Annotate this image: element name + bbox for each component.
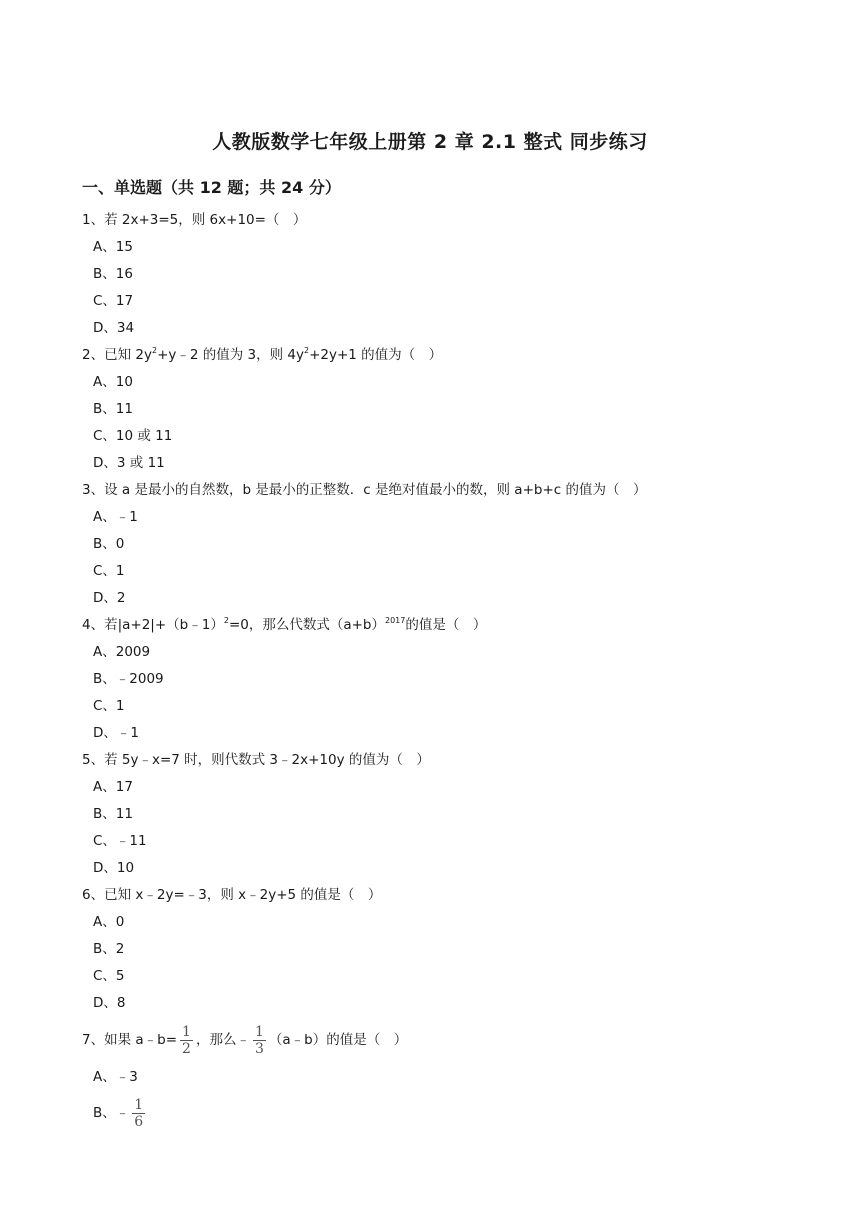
page-title: 人教版数学七年级上册第 2 章 2.1 整式 同步练习 (212, 131, 648, 153)
fraction-one-half: $\frac{1}{2}$ (182, 1023, 191, 1057)
fraction-one-sixth: $\frac{1}{6}$ (134, 1096, 144, 1130)
option-1d: D、34 (93, 320, 135, 336)
option-5c: C、﹣11 (93, 833, 147, 849)
question-5: 5、若 5y﹣x=7 时，则代数式 3﹣2x+10y 的值为（ ） (82, 752, 430, 768)
question-4: 4、若|a+2|+（b﹣1）$^2$=0，那么代数式$(a+b)^{2017}$的值是（ ） (82, 616, 487, 633)
option-4c: C、1 (93, 698, 125, 714)
question-3: 3、设 a 是最小的自然数，b 是最小的正整数．c 是绝对值最小的数，则 a+b+c 的值为（ ） (82, 482, 647, 498)
question-1: 1、若 2x+3=5，则 6x+10=（ ） (82, 212, 307, 228)
option-3c: C、1 (93, 563, 125, 579)
option-2b: B、11 (93, 401, 133, 417)
option-3a: A、﹣1 (93, 509, 138, 525)
option-2d: D、3 或 11 (93, 455, 165, 471)
option-3d: D、2 (93, 590, 126, 606)
option-6b: B、2 (93, 941, 125, 957)
exponent: 2 (223, 616, 229, 625)
exponent: 2 (304, 346, 310, 355)
option-5d: D、10 (93, 860, 135, 876)
option-1c: C、17 (93, 293, 134, 309)
option-6a: A、0 (93, 914, 125, 930)
question-2: 2、已知 $2y^2+y﹣2$ 的值为 3，则 $4y^2+2y+1$ 的值为（ ） (82, 346, 443, 363)
question-7: 7、如果 a﹣b= $\frac{1}{2}$ ，那么﹣ $\frac{1}{3}$ （a﹣b）的值是（ ） (82, 1023, 408, 1057)
option-6d: D、8 (93, 995, 126, 1011)
option-7a: A、﹣3 (93, 1069, 138, 1085)
option-2a: A、10 (93, 374, 133, 390)
option-1a: A、15 (93, 239, 133, 255)
option-4a: A、2009 (93, 644, 151, 660)
option-1b: B、16 (93, 266, 133, 282)
option-5b: B、11 (93, 806, 133, 822)
option-3b: B、0 (93, 536, 125, 552)
option-4b: B、﹣2009 (93, 671, 164, 687)
option-5a: A、17 (93, 779, 133, 795)
option-4d: D、﹣1 (93, 725, 139, 741)
exponent: 2017 (385, 616, 406, 625)
option-6c: C、5 (93, 968, 125, 984)
fraction-one-third: $\frac{1}{3}$ (254, 1023, 264, 1057)
exponent: 2 (151, 346, 158, 355)
option-7b: B、﹣ $\frac{1}{6}$ (93, 1096, 144, 1130)
section-heading: 一、单选题（共 12 题；共 24 分） (82, 178, 341, 197)
question-6: 6、已知 x﹣2y=﹣3，则 x﹣2y+5 的值是（ ） (82, 887, 382, 903)
option-2c: C、10 或 11 (93, 428, 173, 444)
